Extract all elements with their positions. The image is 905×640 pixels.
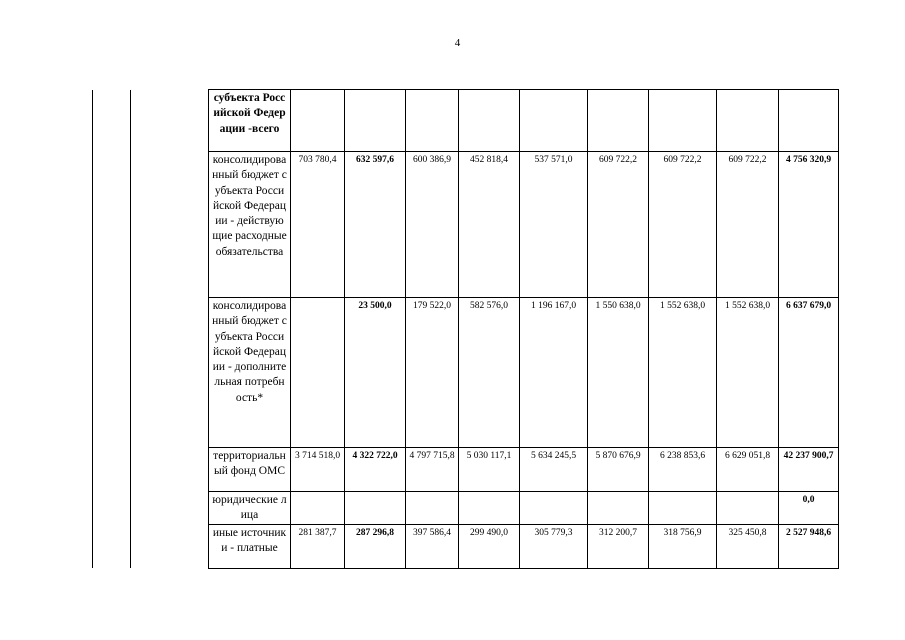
value-cell: 4 797 715,8 xyxy=(406,448,459,492)
value-cell: 6 629 051,8 xyxy=(717,448,779,492)
value-cell: 703 780,4 xyxy=(291,152,345,298)
value-cell xyxy=(291,492,345,525)
value-cell: 299 490,0 xyxy=(459,524,520,568)
value-cell: 179 522,0 xyxy=(406,298,459,448)
empty-cell xyxy=(131,90,209,152)
value-cell: 632 597,6 xyxy=(345,152,406,298)
row-label: территориальный фонд ОМС xyxy=(209,448,291,492)
empty-cell xyxy=(93,492,131,525)
value-cell xyxy=(406,492,459,525)
empty-cell xyxy=(131,524,209,568)
value-cell: 609 722,2 xyxy=(717,152,779,298)
value-cell: 5 634 245,5 xyxy=(520,448,588,492)
value-cell xyxy=(520,90,588,152)
row-label: юридические лица xyxy=(209,492,291,525)
value-cell: 609 722,2 xyxy=(649,152,717,298)
value-cell xyxy=(459,90,520,152)
total-cell: 6 637 679,0 xyxy=(779,298,839,448)
financing-table xyxy=(92,89,839,569)
value-cell: 1 196 167,0 xyxy=(520,298,588,448)
value-cell: 1 552 638,0 xyxy=(649,298,717,448)
value-cell xyxy=(345,492,406,525)
value-cell: 325 450,8 xyxy=(717,524,779,568)
empty-cell xyxy=(93,90,131,152)
row-label: субъекта Российской Федерации -всего xyxy=(209,90,291,152)
table-row xyxy=(93,298,839,448)
table-row xyxy=(93,524,839,568)
total-cell: 4 756 320,9 xyxy=(779,152,839,298)
empty-cell xyxy=(131,298,209,448)
value-cell xyxy=(520,492,588,525)
value-cell: 5 870 676,9 xyxy=(588,448,649,492)
total-cell: 2 527 948,6 xyxy=(779,524,839,568)
value-cell xyxy=(649,492,717,525)
value-cell: 312 200,7 xyxy=(588,524,649,568)
total-cell: 42 237 900,7 xyxy=(779,448,839,492)
value-cell: 609 722,2 xyxy=(588,152,649,298)
empty-cell xyxy=(93,524,131,568)
value-cell: 3 714 518,0 xyxy=(291,448,345,492)
value-cell xyxy=(649,90,717,152)
value-cell: 600 386,9 xyxy=(406,152,459,298)
value-cell: 452 818,4 xyxy=(459,152,520,298)
table-body xyxy=(93,90,839,569)
value-cell: 318 756,9 xyxy=(649,524,717,568)
table-row xyxy=(93,492,839,525)
value-cell: 23 500,0 xyxy=(345,298,406,448)
row-label: иные источники - платные xyxy=(209,524,291,568)
empty-cell xyxy=(131,448,209,492)
row-label: консолидированный бюджет субъекта Российской Федерации - дополнительная потребность* xyxy=(209,298,291,448)
table-row xyxy=(93,448,839,492)
value-cell: 281 387,7 xyxy=(291,524,345,568)
row-label: консолидированный бюджет субъекта Российской Федерации - действующие расходные обязательства xyxy=(209,152,291,298)
value-cell: 5 030 117,1 xyxy=(459,448,520,492)
value-cell xyxy=(588,90,649,152)
table-row xyxy=(93,152,839,298)
value-cell: 397 586,4 xyxy=(406,524,459,568)
value-cell xyxy=(717,492,779,525)
value-cell xyxy=(345,90,406,152)
value-cell: 287 296,8 xyxy=(345,524,406,568)
table-row xyxy=(93,90,839,152)
total-cell: 0,0 xyxy=(779,492,839,525)
page-number: 4 xyxy=(454,37,461,49)
total-cell xyxy=(779,90,839,152)
value-cell xyxy=(291,298,345,448)
value-cell xyxy=(459,492,520,525)
value-cell xyxy=(291,90,345,152)
value-cell xyxy=(717,90,779,152)
empty-cell xyxy=(93,152,131,298)
value-cell: 582 576,0 xyxy=(459,298,520,448)
value-cell xyxy=(406,90,459,152)
value-cell: 305 779,3 xyxy=(520,524,588,568)
empty-cell xyxy=(131,152,209,298)
empty-cell xyxy=(93,298,131,448)
empty-cell xyxy=(93,448,131,492)
value-cell: 4 322 722,0 xyxy=(345,448,406,492)
value-cell xyxy=(588,492,649,525)
value-cell: 6 238 853,6 xyxy=(649,448,717,492)
value-cell: 537 571,0 xyxy=(520,152,588,298)
value-cell: 1 552 638,0 xyxy=(717,298,779,448)
value-cell: 1 550 638,0 xyxy=(588,298,649,448)
empty-cell xyxy=(131,492,209,525)
